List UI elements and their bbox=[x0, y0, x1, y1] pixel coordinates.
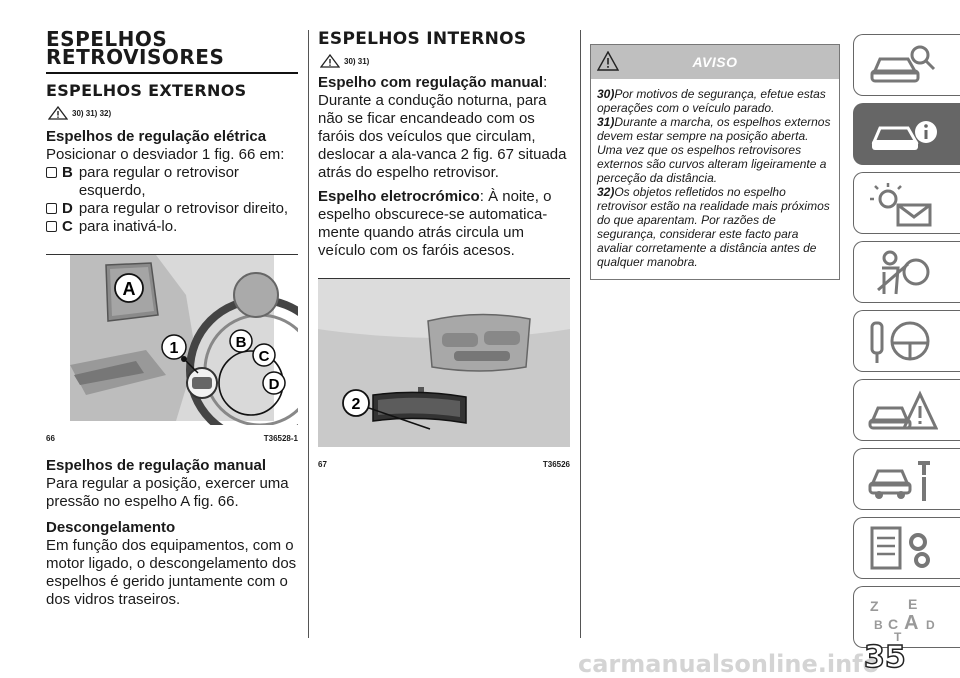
figure-caption bbox=[318, 460, 570, 469]
callout-2: 2 bbox=[351, 396, 361, 413]
figure-code: T36526 bbox=[542, 460, 570, 469]
sidebar-tab-emergency[interactable] bbox=[853, 379, 960, 441]
sidebar-tab-specs[interactable] bbox=[853, 517, 960, 579]
figure-code: T36528-1 bbox=[263, 434, 298, 443]
column-divider bbox=[308, 30, 309, 638]
column-internal-mirrors bbox=[318, 30, 570, 469]
sidebar-tab-airbag-safety[interactable] bbox=[853, 241, 960, 303]
checkbox-bullet-icon bbox=[46, 167, 57, 178]
list-item: C para inativá-lo. bbox=[46, 218, 298, 236]
warning-note: 30)Por motivos de segurança, efetue estas operações com o veículo parado. bbox=[597, 87, 826, 115]
figure-caption bbox=[46, 434, 298, 443]
emergency-triangle-icon bbox=[868, 388, 938, 434]
callout-1: 1 bbox=[169, 340, 179, 357]
list-item: B para regular o retrovisor esquerdo, bbox=[46, 164, 298, 200]
figure-number: 67 bbox=[318, 460, 327, 469]
alphabet-index-icon bbox=[868, 595, 938, 641]
manual-interior-text: Durante a condução noturna, para não se ficar encandeado com os faróis dos veículos que circulam, deslocar a ala-vanca 2 fig. 67 situada atrás do espelho retrovisor. bbox=[318, 92, 567, 181]
manual-mirrors-heading: Espelhos de regulação manual bbox=[46, 457, 267, 474]
warning-reference-numbers: 30) 31) bbox=[344, 56, 370, 66]
svg-text:T: T bbox=[894, 630, 902, 641]
sidebar-tab-car-info[interactable] bbox=[853, 103, 960, 165]
page-title-line2: RETROVISORES bbox=[46, 45, 225, 69]
svg-text:B: B bbox=[874, 618, 883, 632]
specs-gear-icon bbox=[868, 526, 938, 572]
warning-reference-numbers: 30) 31) 32) bbox=[72, 108, 112, 118]
sidebar-tab-steering-key[interactable] bbox=[853, 310, 960, 372]
electric-mirrors-intro: Posicionar o desviador 1 fig. 66 em: bbox=[46, 146, 285, 163]
title-divider bbox=[46, 72, 298, 74]
callout-A: A bbox=[122, 279, 136, 299]
sidebar-tab-car-search[interactable] bbox=[853, 34, 960, 96]
door-mirror-control-illustration bbox=[46, 255, 298, 425]
manual-interior-mirror-paragraph: Espelho com regulação manual: Durante a condução noturna, para não se ficar encandeado com os faróis dos veículos que circulam, deslocar a ala-vanca 2 fig. 67 situada atrás do espelho retrovisor. bbox=[318, 74, 567, 181]
warning-triangle-icon bbox=[597, 51, 619, 71]
svg-text:E: E bbox=[908, 596, 918, 612]
svg-text:Z: Z bbox=[870, 598, 879, 614]
warning-note: 32)Os objetos refletidos no espelho retrovisor estão na realidade mais próximos do que aparentam. Por razões de segurança, considerar este facto para avaliar corretamente a distância antes de qualquer manobra. bbox=[597, 185, 830, 269]
defrost-heading: Descongelamento bbox=[46, 519, 176, 536]
electric-mirrors-heading: Espelhos de regulação elétrica bbox=[46, 128, 267, 145]
car-search-icon bbox=[868, 43, 938, 89]
electrochromic-text: À noite, o espelho obscurece-se automatica-mente quando atrás circula um veículo com os faróis acesos. bbox=[318, 188, 552, 259]
warning-box-header bbox=[591, 45, 839, 79]
manual-interior-heading: Espelho com regulação manual bbox=[318, 74, 544, 91]
rearview-mirror-illustration bbox=[318, 279, 570, 451]
checkbox-bullet-icon bbox=[46, 221, 57, 232]
warning-box bbox=[590, 44, 840, 280]
car-maintenance-icon bbox=[868, 457, 938, 503]
svg-text:D: D bbox=[926, 618, 935, 632]
sidebar-tab-warning-lights[interactable] bbox=[853, 172, 960, 234]
electrochromic-paragraph: Espelho eletrocrómico: À noite, o espelho obscurece-se automatica-mente quando atrás circula um veículo com os faróis acesos. bbox=[318, 188, 552, 259]
section-title-external: ESPELHOS EXTERNOS bbox=[46, 81, 247, 100]
figure-number: 66 bbox=[46, 434, 55, 443]
column-external-mirrors bbox=[46, 27, 298, 609]
callout-B: B bbox=[235, 334, 247, 351]
electrochromic-heading: Espelho eletrocrómico bbox=[318, 188, 480, 205]
figure-66 bbox=[46, 254, 298, 443]
svg-text:C: C bbox=[888, 616, 899, 632]
sidebar-tab-maintenance[interactable] bbox=[853, 448, 960, 510]
steering-key-icon bbox=[868, 319, 938, 365]
watermark: carmanualsonline.info bbox=[578, 650, 880, 678]
column-warnings bbox=[590, 30, 840, 280]
list-item: D para regular o retrovisor direito, bbox=[46, 200, 298, 218]
callout-C: C bbox=[258, 348, 270, 365]
warning-triangle-icon bbox=[320, 54, 340, 68]
svg-text:A: A bbox=[904, 612, 919, 634]
section-title-internal: ESPELHOS INTERNOS bbox=[318, 29, 527, 49]
callout-D: D bbox=[268, 376, 280, 393]
warning-note: 31)Durante a marcha, os espelhos externos devem estar sempre na posição aberta. Uma vez que os espelhos retrovisores externos são curvos alteram ligeiramente a perceção da distância. bbox=[597, 115, 831, 185]
warning-title: AVISO bbox=[692, 54, 738, 70]
column-divider bbox=[580, 30, 581, 638]
warning-notes bbox=[591, 79, 839, 279]
figure-67 bbox=[318, 278, 570, 469]
manual-mirrors-text: Para regular a posição, exercer uma pressão no espelho A fig. 66. bbox=[46, 475, 289, 510]
warning-reference bbox=[48, 106, 298, 120]
warning-reference bbox=[320, 54, 570, 68]
airbag-safety-icon bbox=[868, 250, 938, 296]
page-title-line1: ESPELHOS bbox=[46, 27, 168, 51]
page-number: 35 bbox=[864, 640, 906, 675]
car-info-icon bbox=[868, 112, 938, 158]
warning-triangle-icon bbox=[48, 106, 68, 120]
defrost-text: Em função dos equipamentos, com o motor ligado, o descongelamento dos espelhos é gerido juntamente com o dos vidros traseiros. bbox=[46, 537, 297, 608]
checkbox-bullet-icon bbox=[46, 203, 57, 214]
sidebar-tab-alphabetical-index[interactable] bbox=[853, 586, 960, 648]
warning-lights-icon bbox=[868, 181, 938, 227]
